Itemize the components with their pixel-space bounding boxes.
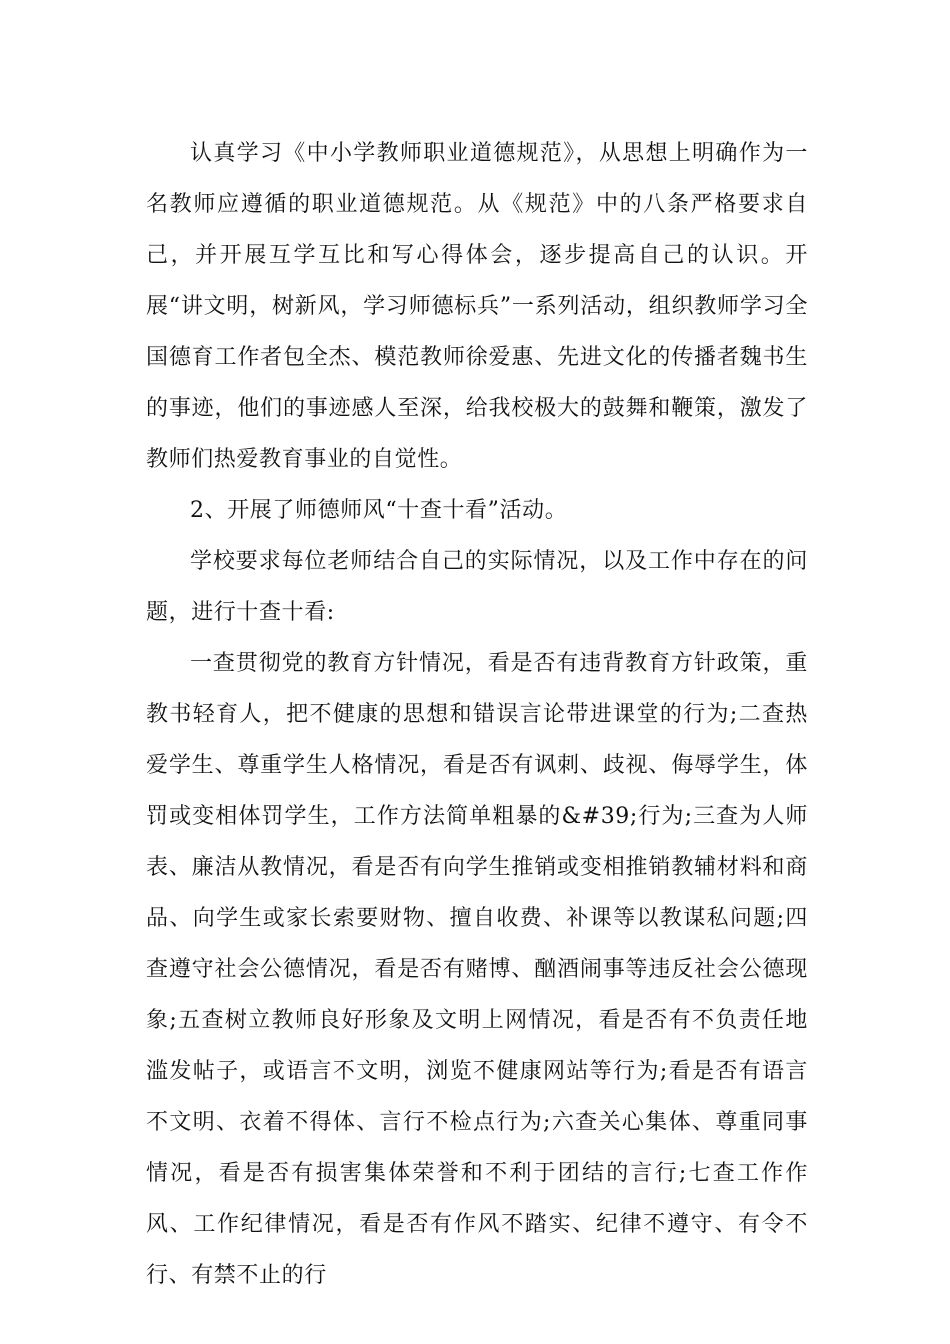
- paragraph-study-code: 认真学习《中小学教师职业道德规范》，从思想上明确作为一名教师应遵循的职业道德规范。从《规范》中的八条严格要求自己，并开展互学互比和写心得体会，逐步提高自己的认识。开展“讲文明，树新风，学习师德标兵”一系列活动，组织教师学习全国德育工作者包全杰、模范教师徐爱惠、先进文化的传播者魏书生的事迹，他们的事迹感人至深，给我校极大的鼓舞和鞭策，激发了教师们热爱教育事业的自觉性。: [146, 141, 808, 472]
- document-body: [146, 128, 808, 1301]
- paragraph-check-list: 一查贯彻党的教育方针情况，看是否有违背教育方针政策，重教书轻育人，把不健康的思想和错误言论带进课堂的行为;二查热爱学生、尊重学生人格情况，看是否有讽刺、歧视、侮辱学生，体罚或变相体罚学生，工作方法简单粗暴的&#39;行为;三查为人师表、廉洁从教情况，看是否有向学生推销或变相推销教辅材料和商品、向学生或家长索要财物、擅自收费、补课等以教谋私问题;四查遵守社会公德情况，看是否有赌博、酗酒闹事等违反社会公德现象;五查树立教师良好形象及文明上网情况，看是否有不负责任地滥发帖子，或语言不文明，浏览不健康网站等行为;看是否有语言不文明、衣着不得体、言行不检点行为;六查关心集体、尊重同事情况，看是否有损害集体荣誉和不利于团结的言行;七查工作作风、工作纪律情况，看是否有作风不踏实、纪律不遵守、有令不行、有禁不止的行: [146, 651, 808, 1288]
- paragraph-heading-ten-checks: 2、开展了师德师风“十查十看”活动。: [190, 498, 568, 523]
- paragraph-school-requirement: 学校要求每位老师结合自己的实际情况，以及工作中存在的问题，进行十查十看:: [146, 549, 808, 625]
